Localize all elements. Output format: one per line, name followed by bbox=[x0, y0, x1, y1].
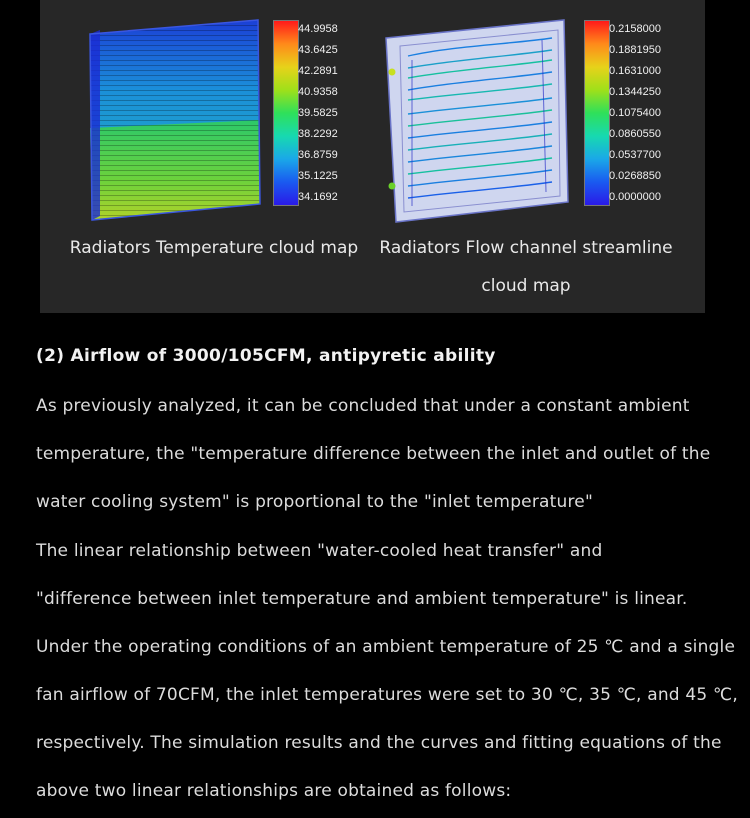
paragraph-line: Under the operating conditions of an ambient temperature of 25 ℃ and a single bbox=[36, 637, 736, 657]
legend-tick: 0.0000000 bbox=[609, 191, 661, 203]
legend-tick: 44.9958 bbox=[298, 23, 338, 35]
paragraph-line: The linear relationship between "water-cooled heat transfer" and bbox=[36, 541, 603, 561]
paragraph-line: As previously analyzed, it can be concluded that under a constant ambient bbox=[36, 396, 690, 416]
legend-tick: 0.1344250 bbox=[609, 86, 661, 98]
paragraph-line: respectively. The simulation results and the curves and fitting equations of the bbox=[36, 733, 722, 753]
legend-tick: 0.1881950 bbox=[609, 44, 661, 56]
legend-tick: 0.1631000 bbox=[609, 65, 661, 77]
legend-tick: 39.5825 bbox=[298, 107, 338, 119]
streamline-map-caption-line1: Radiators Flow channel streamline bbox=[379, 238, 673, 258]
flow-color-bar bbox=[584, 20, 610, 206]
legend-tick: 35.1225 bbox=[298, 170, 338, 182]
simulation-figure-panel bbox=[40, 0, 705, 313]
temperature-cloud-map-image bbox=[88, 16, 266, 222]
paragraph-line: temperature, the "temperature difference between the inlet and outlet of the bbox=[36, 444, 711, 464]
temperature-map-caption: Radiators Temperature cloud map bbox=[69, 238, 359, 258]
legend-tick: 36.8759 bbox=[298, 149, 338, 161]
legend-tick: 38.2292 bbox=[298, 128, 338, 140]
legend-tick: 42.2891 bbox=[298, 65, 338, 77]
legend-tick: 0.0537700 bbox=[609, 149, 661, 161]
legend-tick: 0.2158000 bbox=[609, 23, 661, 35]
paragraph-line: above two linear relationships are obtained as follows: bbox=[36, 781, 512, 801]
paragraph-line: fan airflow of 70CFM, the inlet temperatures were set to 30 ℃, 35 ℃, and 45 ℃, bbox=[36, 685, 738, 705]
legend-tick: 0.0268850 bbox=[609, 170, 661, 182]
legend-tick: 0.0860550 bbox=[609, 128, 661, 140]
temperature-color-bar bbox=[273, 20, 299, 206]
legend-tick: 43.6425 bbox=[298, 44, 338, 56]
legend-tick: 34.1692 bbox=[298, 191, 338, 203]
section-heading: (2) Airflow of 3000/105CFM, antipyretic ability bbox=[36, 346, 496, 366]
paragraph-line: "difference between inlet temperature and ambient temperature" is linear. bbox=[36, 589, 688, 609]
streamline-cloud-map-image bbox=[382, 16, 572, 224]
legend-tick: 40.9358 bbox=[298, 86, 338, 98]
legend-tick: 0.1075400 bbox=[609, 107, 661, 119]
streamline-map-caption-line2: cloud map bbox=[481, 276, 571, 296]
paragraph-line: water cooling system" is proportional to the "inlet temperature" bbox=[36, 492, 593, 512]
